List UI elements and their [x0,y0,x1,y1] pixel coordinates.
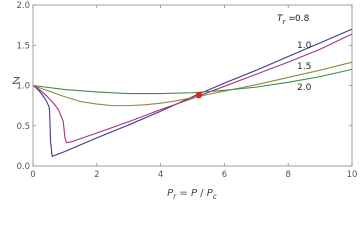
series-label-0: 0.8 [295,14,310,24]
x-axis-title-slash: / [197,188,207,199]
x-axis-title-eq: = [176,188,191,199]
series-label-prefix-sub: r [282,18,286,26]
x-tick-label: 4 [157,170,164,180]
series-label-prefix-main: T [277,14,283,24]
x-axis-title-num: P [190,188,198,199]
x-axis-title-den-sub: c [212,192,217,201]
series-label-3: 2.0 [297,83,312,93]
series-label-2: 1.5 [297,62,312,72]
series-label-1: 1.0 [297,41,312,51]
y-tick-label: 1.0 [16,81,30,92]
x-tick-label: 2 [94,170,100,180]
y-tick-label: 0.0 [16,162,30,172]
x-axis-title-den: P [206,188,213,199]
series-label-prefix-eq: = [285,14,299,24]
x-tick-label: 8 [285,170,291,180]
x-tick-label: 0 [30,170,36,180]
marker-layer [196,92,202,98]
y-tick-label: 2.0 [16,1,30,11]
state-point-marker [196,92,202,98]
x-axis-title-main-sub: r [173,192,177,201]
x-axis-title-main: P [167,188,174,199]
x-axis-title [167,188,218,201]
x-tick-label: 6 [221,170,228,180]
y-axis-title: Z [12,76,20,87]
x-tick-label: 10 [346,170,358,180]
y-tick-label: 0.5 [16,121,30,132]
y-tick-label: 1.5 [16,41,30,52]
